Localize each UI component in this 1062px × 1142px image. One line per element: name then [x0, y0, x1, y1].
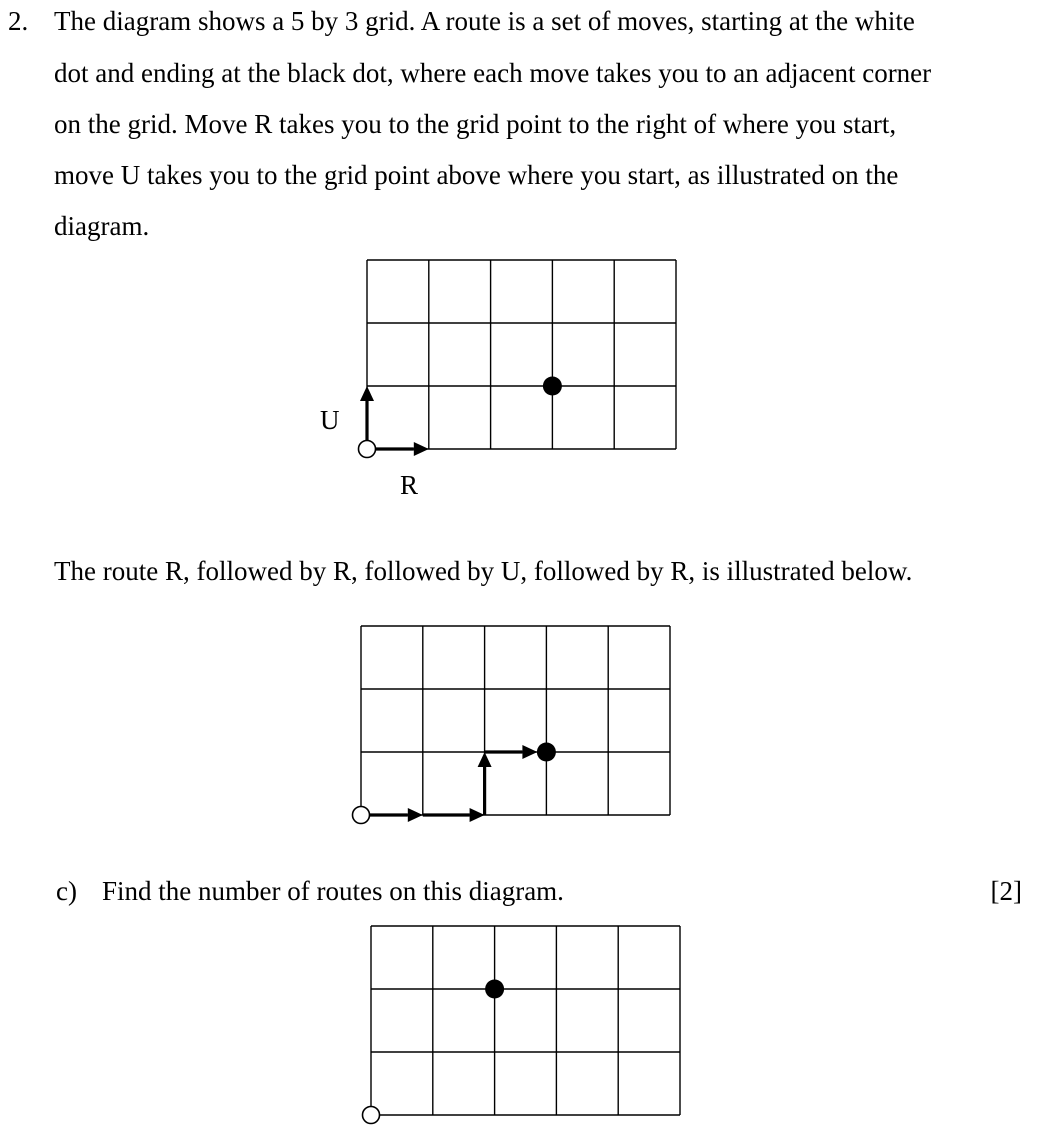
part-c-marks: [2] [990, 876, 1022, 906]
question-number: 2. [8, 6, 29, 36]
part-c-question: Find the number of routes on this diagram. [102, 876, 564, 906]
route-caption: The route R, followed by R, followed by U, followed by R, is illustrated below. [54, 556, 913, 586]
intro-line-5: diagram. [54, 211, 150, 241]
end-dot-black [485, 980, 504, 999]
intro-line-2: dot and ending at the black dot, where each move takes you to an adjacent corner [54, 58, 932, 88]
part-c-label: c) [56, 876, 77, 906]
label-right-move: R [400, 470, 419, 500]
label-up-move: U [320, 405, 340, 435]
intro-line-4: move U takes you to the grid point above where you start, as illustrated on the [54, 160, 899, 190]
start-dot-white [363, 1107, 380, 1124]
intro-line-1: The diagram shows a 5 by 3 grid. A route is a set of moves, starting at the white [54, 6, 915, 36]
intro-line-3: on the grid. Move R takes you to the grid point to the right of where you start, [54, 109, 897, 139]
